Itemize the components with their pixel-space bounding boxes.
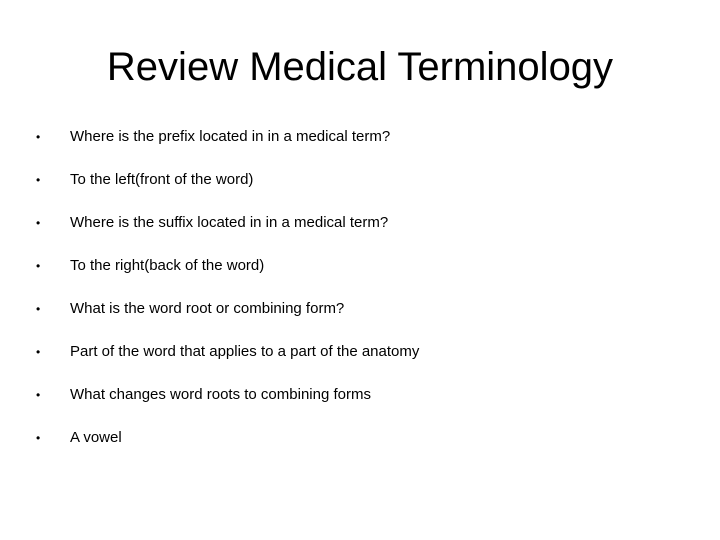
bullet-text: What changes word roots to combining forms bbox=[70, 386, 371, 403]
bullet-icon: • bbox=[36, 259, 41, 273]
bullet-text-after: located in in a medical term? bbox=[195, 128, 391, 145]
bullet-icon: • bbox=[36, 173, 41, 187]
bullet-item-2 bbox=[36, 167, 686, 210]
bullet-text bbox=[70, 210, 388, 236]
bullet-text: To the right(back of the word) bbox=[70, 257, 265, 274]
bullet-text: To the left(front of the word) bbox=[70, 171, 254, 188]
slide-title: Review Medical Terminology bbox=[106, 45, 614, 89]
bullet-item-4 bbox=[36, 253, 686, 296]
bullet-text-after: located in in a medical term? bbox=[193, 214, 389, 231]
bullet-list bbox=[36, 124, 686, 468]
bullet-icon: • bbox=[36, 302, 41, 316]
bullet-text: What is the word root or combining form? bbox=[70, 300, 345, 317]
bullet-item-7 bbox=[36, 382, 686, 425]
bullet-text: Part of the word that applies to a part of the anatomy bbox=[70, 343, 420, 360]
bullet-text-before: Where is the bbox=[70, 214, 159, 231]
bullet-icon: • bbox=[36, 388, 41, 402]
bullet-icon: • bbox=[36, 345, 41, 359]
bullet-item-5 bbox=[36, 296, 686, 339]
bullet-text-before: Where is the bbox=[70, 128, 159, 145]
bullet-icon: • bbox=[36, 130, 41, 144]
bullet-item-3 bbox=[36, 210, 686, 253]
bullet-icon: • bbox=[36, 431, 41, 445]
bullet-text: A vowel bbox=[70, 429, 122, 446]
bullet-item-6 bbox=[36, 339, 686, 382]
bullet-item-1 bbox=[36, 124, 686, 167]
bullet-keyword: suffix bbox=[158, 214, 194, 231]
bullet-icon: • bbox=[36, 216, 41, 230]
bullet-keyword: prefix bbox=[158, 128, 196, 145]
bullet-item-8 bbox=[36, 425, 686, 468]
bullet-text bbox=[70, 124, 390, 150]
